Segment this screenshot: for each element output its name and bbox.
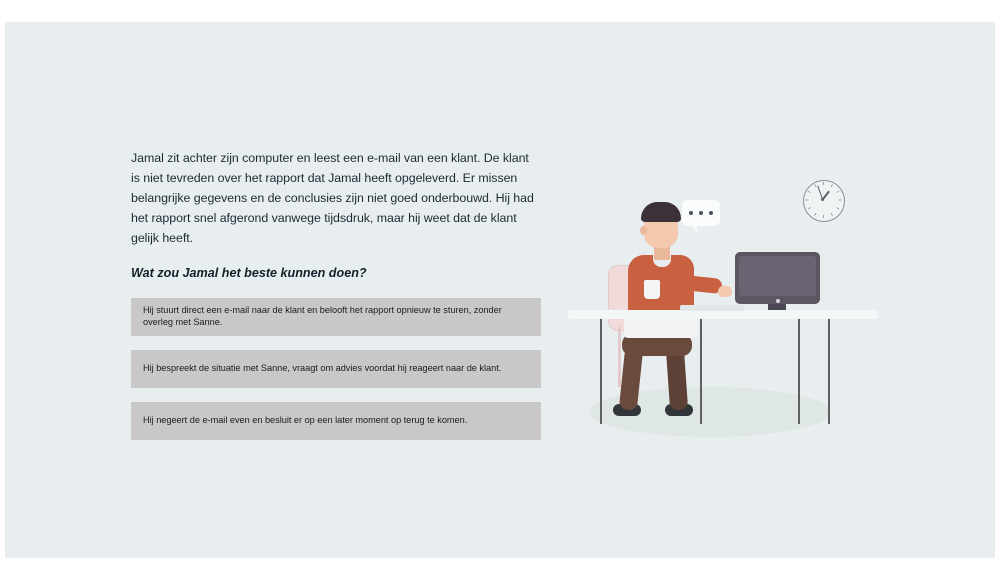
monitor-screen <box>739 256 816 296</box>
clock-tick <box>814 184 816 187</box>
neck <box>654 246 670 260</box>
monitor-power-dot <box>776 299 780 303</box>
ellipsis-dot <box>689 211 693 215</box>
desk-leg <box>798 319 800 424</box>
answer-options-list <box>131 298 541 454</box>
answer-option-3[interactable]: Hij negeert de e-mail even en besluit er op een later moment op terug te komen. <box>131 402 541 440</box>
clock-tick <box>814 213 816 216</box>
clock-tick <box>823 215 824 218</box>
clock-tick <box>823 182 824 185</box>
clock-tick <box>831 184 833 187</box>
hair <box>641 202 681 222</box>
scenario-paragraph: Jamal zit achter zijn computer en leest een e-mail van een klant. De klant is niet tevreden over het rapport dat Jamal heeft opgeleverd. Er missen belangrijke gegevens en de conclusies zijn niet goed onderbouwd. Hij had het rapport snel afgerond vanwege tijdsdruk, maar hij weet dat de klant gelijk heeft. <box>131 151 534 246</box>
desk-leg <box>700 319 702 424</box>
slide-canvas <box>5 22 995 558</box>
ear <box>640 226 647 235</box>
desk-leg <box>828 319 830 424</box>
keyboard-icon <box>680 305 744 311</box>
answer-option-1[interactable]: Hij stuurt direct een e-mail naar de klant en belooft het rapport opnieuw te sturen, zonder overleg met Sanne. <box>131 298 541 336</box>
clock-tick <box>808 207 811 209</box>
speech-bubble-icon <box>682 200 720 226</box>
hand <box>718 286 732 297</box>
clock-tick <box>808 191 811 193</box>
clock-center <box>821 198 824 201</box>
clock-tick <box>839 200 842 201</box>
question-heading: Wat zou Jamal het beste kunnen doen? <box>131 266 367 281</box>
ellipsis-dot <box>709 211 713 215</box>
text-content <box>131 148 541 308</box>
desk-leg <box>600 319 602 424</box>
ellipsis-dot <box>699 211 703 215</box>
desk-surface <box>568 310 878 319</box>
monitor-icon <box>735 252 820 304</box>
illustration-man-at-desk <box>560 162 890 462</box>
clock-tick <box>831 213 833 216</box>
clock-tick <box>806 200 809 201</box>
leg-right <box>666 347 688 410</box>
office-chair-post <box>618 327 621 387</box>
wall-clock-icon <box>803 180 845 222</box>
clock-tick <box>836 207 839 209</box>
coffee-cup-icon <box>644 280 660 299</box>
clock-tick <box>836 191 839 193</box>
answer-option-2[interactable]: Hij bespreekt de situatie met Sanne, vraagt om advies voordat hij reageert naar de klant. <box>131 350 541 388</box>
